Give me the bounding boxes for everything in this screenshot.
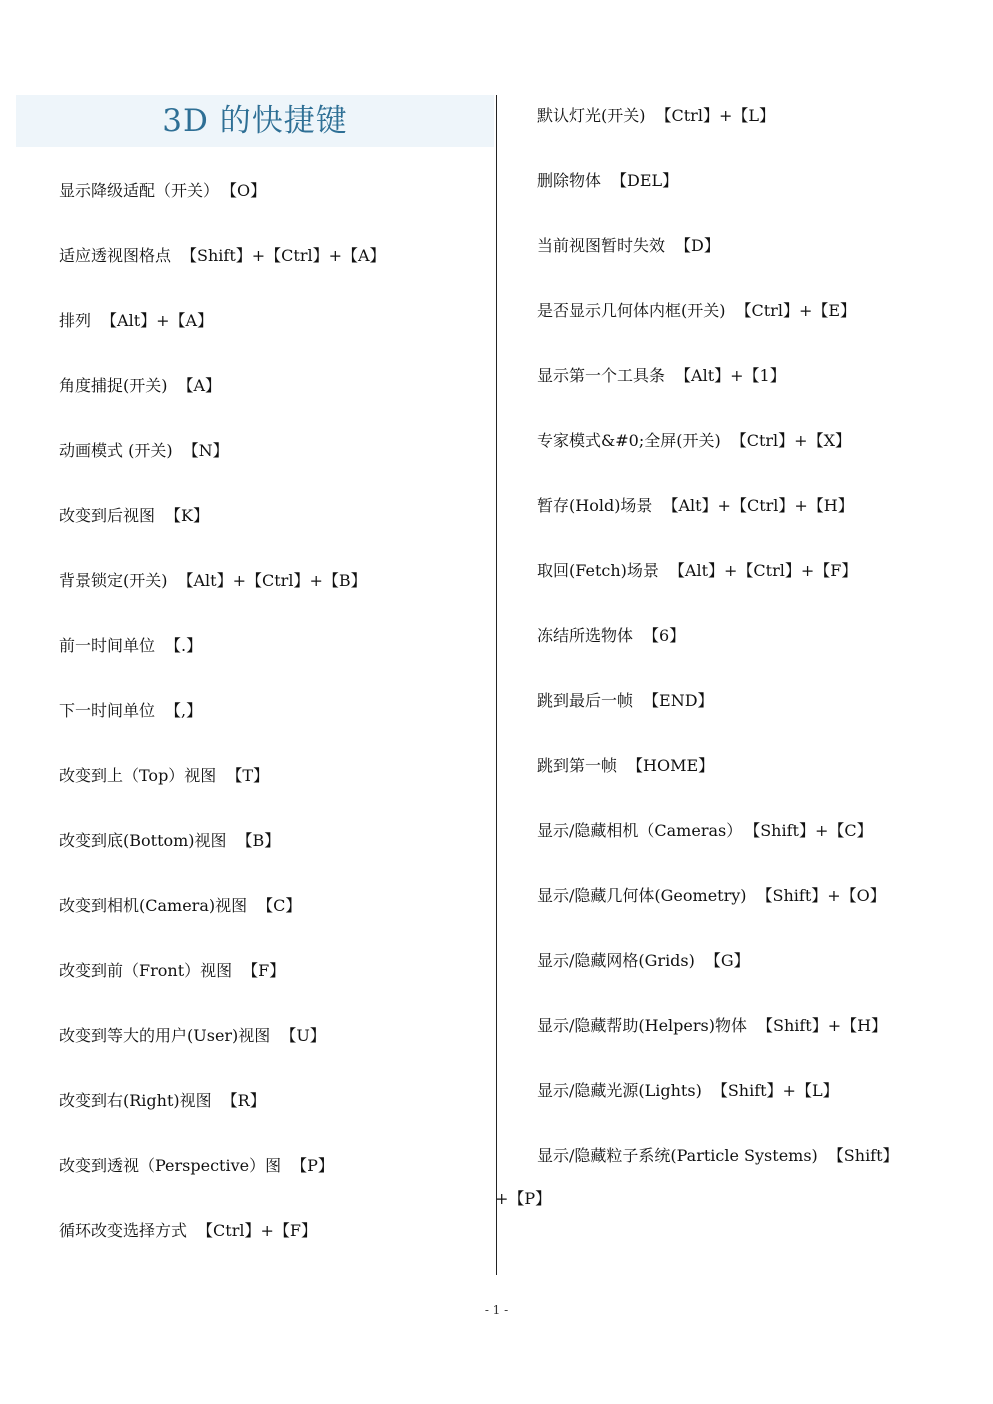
shortcut-keys: 【Alt】+【Ctrl】+【H】 — [662, 496, 854, 515]
shortcut-keys: 【Alt】+【Ctrl】+【B】 — [177, 571, 367, 590]
shortcut-label: 显示/隐藏帮助(Helpers)物体 — [537, 1016, 747, 1035]
shortcut-keys: 【Shift】+【H】 — [757, 1016, 888, 1035]
shortcut-label: 改变到透视（Perspective）图 — [59, 1156, 282, 1175]
shortcut-keys: 【P】 — [291, 1156, 334, 1175]
shortcut-label: 改变到底(Bottom)视图 — [59, 831, 227, 850]
shortcut-item — [59, 895, 489, 960]
shortcut-keys: 【Shift】+【L】 — [711, 1081, 839, 1100]
shortcut-keys: 【.】 — [165, 636, 203, 655]
shortcut-item — [537, 755, 977, 820]
shortcut-item — [59, 375, 489, 440]
shortcut-item — [537, 560, 977, 625]
shortcut-keys: 【HOME】 — [627, 756, 715, 775]
shortcut-item — [59, 765, 489, 830]
shortcut-keys: 【T】 — [226, 766, 269, 785]
shortcut-keys: 【Shift】 — [827, 1146, 899, 1165]
shortcut-item — [59, 635, 489, 700]
shortcut-keys-continued: +【P】 — [495, 1189, 552, 1208]
shortcut-label: 角度捕捉(开关) — [59, 376, 168, 395]
shortcut-item — [537, 690, 977, 755]
shortcut-keys: 【Alt】+【1】 — [675, 366, 786, 385]
shortcut-keys: 【B】 — [236, 831, 281, 850]
shortcut-label: 取回(Fetch)场景 — [537, 561, 659, 580]
shortcut-keys: 【K】 — [165, 506, 209, 525]
shortcut-item — [59, 245, 489, 310]
shortcut-item — [537, 950, 977, 1015]
shortcut-keys: 【C】 — [257, 896, 302, 915]
shortcut-keys: 【Shift】+【Ctrl】+【A】 — [181, 246, 386, 265]
shortcut-list-left — [59, 180, 489, 1285]
shortcut-item — [59, 830, 489, 895]
shortcut-label: 排列 — [59, 311, 92, 330]
shortcut-item — [537, 1080, 977, 1145]
shortcut-item — [537, 885, 977, 950]
shortcut-label: 改变到相机(Camera)视图 — [59, 896, 248, 915]
shortcut-item — [537, 820, 977, 885]
shortcut-item — [59, 180, 489, 245]
page-title: 3D 的快捷键 — [162, 103, 348, 139]
shortcut-keys: 【END】 — [643, 691, 714, 710]
shortcut-item — [59, 1090, 489, 1155]
shortcut-label: 删除物体 — [537, 171, 602, 190]
shortcut-keys: 【R】 — [221, 1091, 266, 1110]
shortcut-label: 默认灯光(开关) — [537, 106, 646, 125]
shortcut-item — [537, 625, 977, 690]
shortcut-label: 适应透视图格点 — [59, 246, 172, 265]
shortcut-keys: 【G】 — [704, 951, 750, 970]
shortcut-keys: 【F】 — [242, 961, 286, 980]
shortcut-item — [537, 430, 977, 495]
shortcut-item — [537, 365, 977, 430]
shortcut-keys: 【O】 — [229, 181, 267, 200]
shortcut-label: 改变到等大的用户(User)视图 — [59, 1026, 271, 1045]
shortcut-keys: 【Ctrl】+【E】 — [735, 301, 857, 320]
shortcut-item — [537, 300, 977, 365]
shortcut-item — [59, 505, 489, 570]
shortcut-item — [537, 105, 977, 170]
shortcut-label: 改变到前（Front）视图 — [59, 961, 233, 980]
shortcut-label: 背景锁定(开关) — [59, 571, 168, 590]
shortcut-keys: 【A】 — [177, 376, 222, 395]
shortcut-item — [537, 1015, 977, 1080]
shortcut-item — [59, 1155, 489, 1220]
title-band — [16, 95, 494, 147]
shortcut-label: 显示/隐藏光源(Lights) — [537, 1081, 702, 1100]
shortcut-item — [59, 570, 489, 635]
shortcut-label: 显示/隐藏粒子系统(Particle Systems) — [537, 1146, 818, 1165]
shortcut-label: 改变到右(Right)视图 — [59, 1091, 212, 1110]
shortcut-item — [59, 310, 489, 375]
shortcut-label: 暂存(Hold)场景 — [537, 496, 653, 515]
shortcut-label: 专家模式&#0;全屏(开关) — [537, 431, 721, 450]
shortcut-keys: 【,】 — [165, 701, 203, 720]
column-divider — [496, 95, 497, 1275]
shortcut-keys: 【N】 — [182, 441, 229, 460]
shortcut-item — [537, 170, 977, 235]
page-number: - 1 - — [484, 1303, 509, 1317]
shortcut-item — [537, 235, 977, 300]
shortcut-label: 显示/隐藏几何体(Geometry) — [537, 886, 747, 905]
shortcut-label: 冻结所选物体 — [537, 626, 634, 645]
shortcut-label: 动画模式 (开关) — [59, 441, 173, 460]
shortcut-item — [537, 495, 977, 560]
shortcut-label: 跳到第一帧 — [537, 756, 618, 775]
shortcut-label: 前一时间单位 — [59, 636, 156, 655]
shortcut-item — [495, 1145, 977, 1210]
shortcut-label: 跳到最后一帧 — [537, 691, 634, 710]
shortcut-keys: 【Ctrl】+【F】 — [197, 1221, 317, 1240]
shortcut-list-right — [495, 105, 977, 1210]
shortcut-keys: 【Shift】+【C】 — [752, 821, 873, 840]
shortcut-label: 改变到上（Top）视图 — [59, 766, 217, 785]
shortcut-keys: 【Alt】+【Ctrl】+【F】 — [668, 561, 858, 580]
shortcut-label: 显示/隐藏网格(Grids) — [537, 951, 695, 970]
shortcut-item — [59, 700, 489, 765]
shortcut-label: 显示降级适配（开关） — [59, 181, 220, 200]
shortcut-label: 显示/隐藏相机（Cameras） — [537, 821, 743, 840]
shortcut-keys: 【Ctrl】+【X】 — [730, 431, 851, 450]
shortcut-keys: 【Shift】+【O】 — [756, 886, 886, 905]
shortcut-keys: 【DEL】 — [611, 171, 679, 190]
shortcut-label: 下一时间单位 — [59, 701, 156, 720]
shortcut-label: 是否显示几何体内框(开关) — [537, 301, 726, 320]
shortcut-item — [59, 960, 489, 1025]
shortcut-keys: 【Alt】+【A】 — [101, 311, 214, 330]
shortcut-item — [59, 440, 489, 505]
shortcut-item — [59, 1220, 489, 1285]
shortcut-keys: 【6】 — [643, 626, 686, 645]
shortcut-keys: 【Ctrl】+【L】 — [655, 106, 775, 125]
shortcut-item — [59, 1025, 489, 1090]
shortcut-label: 循环改变选择方式 — [59, 1221, 188, 1240]
shortcut-label: 显示第一个工具条 — [537, 366, 666, 385]
shortcut-label: 改变到后视图 — [59, 506, 156, 525]
shortcut-label: 当前视图暂时失效 — [537, 236, 666, 255]
shortcut-keys: 【D】 — [675, 236, 720, 255]
shortcut-keys: 【U】 — [280, 1026, 326, 1045]
